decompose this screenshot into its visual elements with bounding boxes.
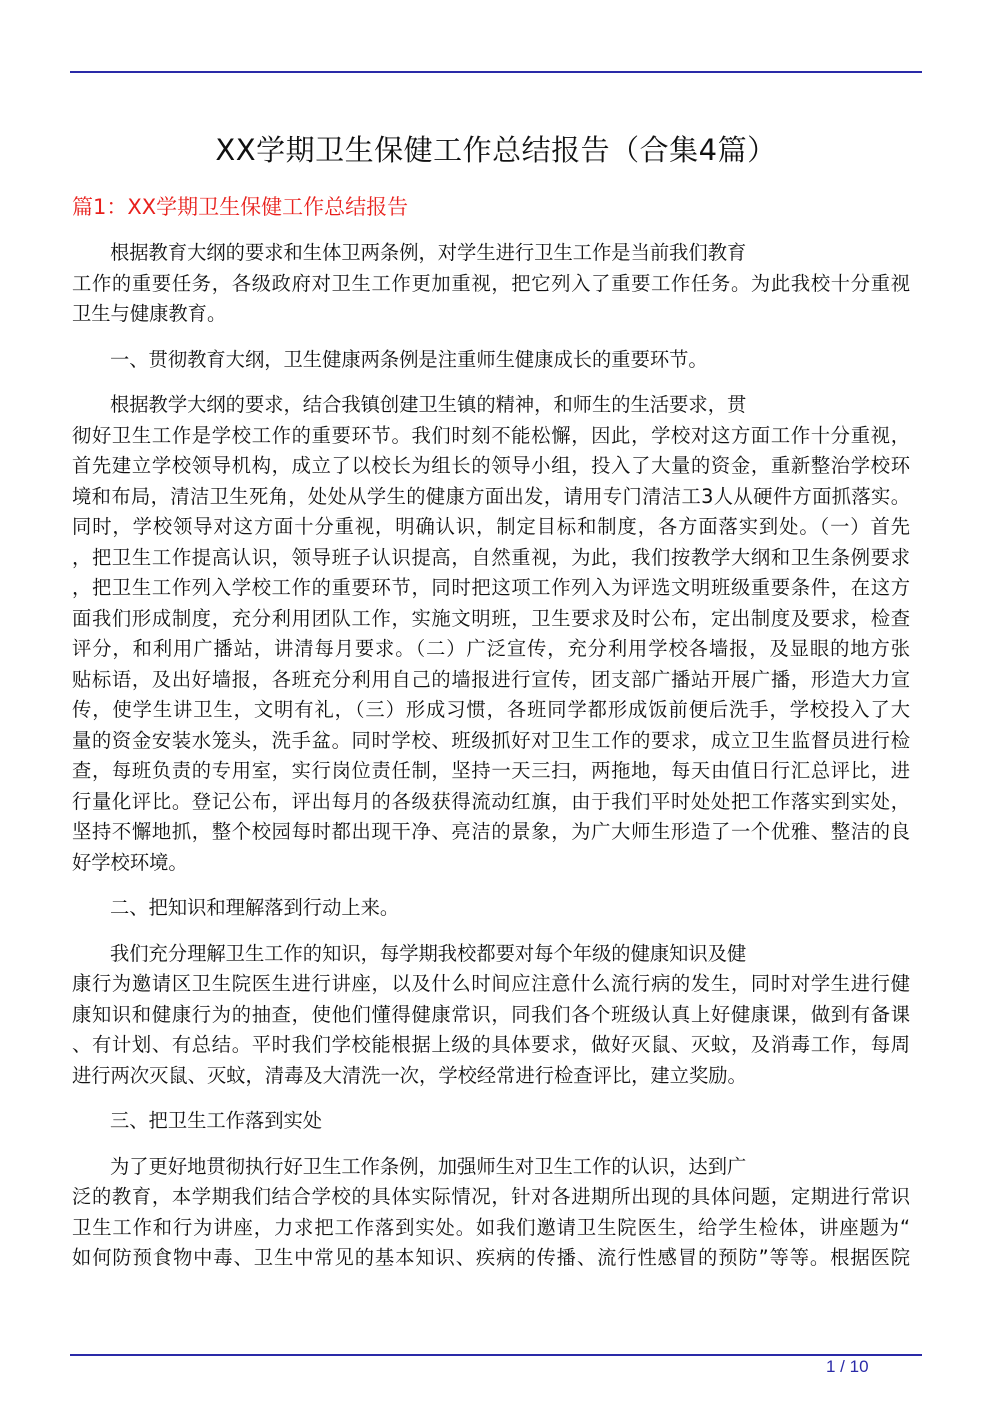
text-line: 境和布局，清洁卫生死角，处处从学生的健康方面出发，请用专门清洁工3人从硬件方面抓落实。 xyxy=(72,484,910,508)
text-line: 三、把卫生工作落到实处 xyxy=(110,1109,323,1132)
document-body xyxy=(72,238,910,1289)
text-line: 评分，和利用广播站，讲清每月要求。（二）广泛宣传，充分利用学校各墙报，及显眼的地方张 xyxy=(72,637,910,660)
paragraph xyxy=(72,893,910,924)
paragraph xyxy=(72,1106,910,1137)
section-heading: 篇1：XX学期卫生保健工作总结报告 xyxy=(72,195,409,219)
text-line: 同时，学校领导对这方面十分重视，明确认识，制定目标和制度，各方面落实到处。（一）首先 xyxy=(72,515,910,538)
footer-rule xyxy=(70,1354,922,1356)
text-line: ，把卫生工作列入学校工作的重要环节，同时把这项工作列入为评选文明班级重要条件，在这方 xyxy=(72,576,910,599)
text-line: 量的资金安装水笼头，洗手盆。同时学校、班级抓好对卫生工作的要求，成立卫生监督员进行检 xyxy=(72,728,910,752)
page-number: 1 / 10 xyxy=(826,1357,869,1376)
text-line: 卫生工作和行为讲座，力求把工作落到实处。如我们邀请卫生院医生，给学生检体，讲座题为“ xyxy=(72,1215,910,1239)
paragraph xyxy=(72,345,910,376)
document-title: XX学期卫生保健工作总结报告（合集4篇） xyxy=(215,133,777,167)
text-line: 首先建立学校领导机构，成立了以校长为组长的领导小组，投入了大量的资金，重新整治学校环 xyxy=(72,454,910,477)
text-line: ，把卫生工作提高认识，领导班子认识提高，自然重视，为此，我们按教学大纲和卫生条例要求 xyxy=(72,545,910,569)
text-line: 为了更好地贯彻执行好卫生工作条例，加强师生对卫生工作的认识，达到广 xyxy=(110,1154,747,1178)
paragraph xyxy=(72,390,910,878)
text-line: 贴标语，及出好墙报，各班充分利用自己的墙报进行宣传，团支部广播站开展广播，形造大力宣 xyxy=(72,667,910,691)
text-line: 根据教学大纲的要求，结合我镇创建卫生镇的精神，和师生的生活要求，贯 xyxy=(110,393,747,416)
text-line: 工作的重要任务，各级政府对卫生工作更加重视，把它列入了重要工作任务。为此我校十分重视 xyxy=(72,271,910,295)
header-rule xyxy=(70,71,922,73)
text-line: 面我们形成制度，充分利用团队工作，实施文明班，卫生要求及时公布，定出制度及要求，检查 xyxy=(72,606,910,630)
text-line: 传，使学生讲卫生，文明有礼，（三）形成习惯，各班同学都形成饭前便后洗手，学校投入了大 xyxy=(72,698,910,721)
text-line: 康知识和健康行为的抽查，使他们懂得健康常识，同我们各个班级认真上好健康课，做到有备课 xyxy=(72,1002,910,1026)
text-line: 、有计划、有总结。平时我们学校能根据上级的具体要求，做好灭鼠、灭蚊，及消毒工作，每周 xyxy=(72,1033,910,1056)
paragraph xyxy=(72,1152,910,1274)
text-line: 根据教育大纲的要求和生体卫两条例，对学生进行卫生工作是当前我们教育 xyxy=(110,241,747,264)
text-line: 二、把知识和理解落到行动上来。 xyxy=(110,896,400,919)
text-line: 坚持不懈地抓，整个校园每时都出现干净、亮洁的景象，为广大师生形造了一个优雅、整洁的良 xyxy=(72,820,910,843)
text-line: 好学校环境。 xyxy=(72,850,188,874)
text-line: 如何防预食物中毒、卫生中常见的基本知识、疾病的传播、流行性感冒的预防”等等。根据医院 xyxy=(72,1246,910,1269)
paragraph xyxy=(72,238,910,330)
text-line: 彻好卫生工作是学校工作的重要环节。我们时刻不能松懈，因此，学校对这方面工作十分重视， xyxy=(72,423,910,447)
text-line: 泛的教育，本学期我们结合学校的具体实际情况，针对各进期所出现的具体问题，定期进行常识 xyxy=(72,1185,910,1208)
text-line: 我们充分理解卫生工作的知识，每学期我校都要对每个年级的健康知识及健 xyxy=(110,941,747,965)
text-line: 行量化评比。登记公布，评出每月的各级获得流动红旗，由于我们平时处处把工作落实到实处， xyxy=(72,789,910,813)
text-line: 查，每班负责的专用室，实行岗位责任制，坚持一天三扫，两拖地，每天由值日行汇总评比，进 xyxy=(72,759,910,782)
text-line: 卫生与健康教育。 xyxy=(72,302,227,325)
paragraph xyxy=(72,939,910,1092)
text-line: 一、贯彻教育大纲，卫生健康两条例是注重师生健康成长的重要环节。 xyxy=(110,347,708,371)
text-line: 康行为邀请区卫生院医生进行讲座，以及什么时间应注意什么流行病的发生，同时对学生进行健 xyxy=(72,972,910,995)
text-line: 进行两次灭鼠、灭蚊，清毒及大清洗一次，学校经常进行检查评比，建立奖励。 xyxy=(72,1063,747,1087)
